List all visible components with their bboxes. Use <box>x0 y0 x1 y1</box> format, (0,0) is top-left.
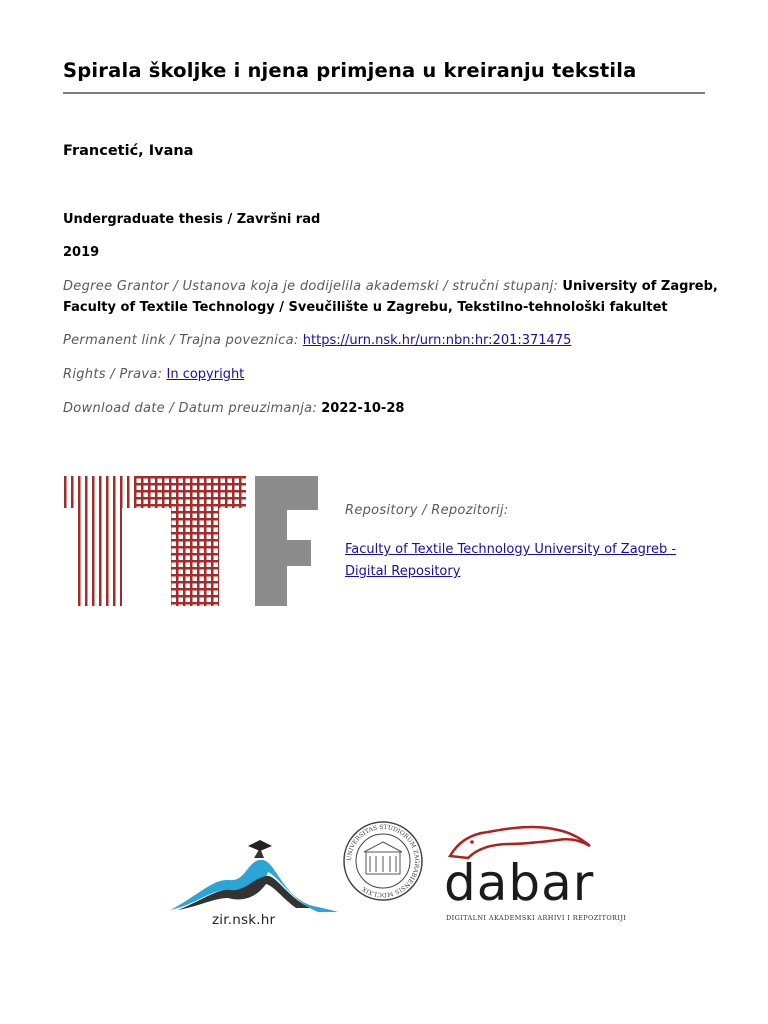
degree-grantor-label: Degree Grantor / Ustanova koja je dodijelila akademski / stručni stupanj: <box>63 279 559 294</box>
degree-grantor <box>63 276 723 318</box>
document-title: Spirala školjke i njena primjena u kreiranju tekstila <box>63 59 637 82</box>
dabar-wordmark: dabar <box>444 854 595 912</box>
permanent-link[interactable]: https://urn.nsk.hr/urn:nbn:hr:201:371475 <box>302 333 572 348</box>
zir-site-name: zir.nsk.hr <box>212 912 276 928</box>
rights-label: Rights / Prava: <box>63 367 163 382</box>
degree-grantor-value: University of Zagreb, Faculty of Textile Technology / Sveučilište u Zagrebu, Tekstilno-tehnološki fakultet <box>63 279 718 315</box>
ttf-letter-t1-bar <box>64 476 136 508</box>
rights-link[interactable]: In copyright <box>166 367 245 382</box>
ttf-letter-f-mid <box>255 540 311 566</box>
download-date-value: 2022-10-28 <box>321 401 405 416</box>
ttf-logo <box>64 476 320 606</box>
graduation-cap-icon <box>248 840 272 851</box>
permanent-link-label: Permanent link / Trajna poveznica: <box>63 333 299 348</box>
zir-logo <box>168 838 343 918</box>
ttf-letter-t2-stem <box>171 508 219 606</box>
repository-label: Repository / Repozitorij: <box>345 503 509 518</box>
permanent-link-row <box>63 330 571 351</box>
download-date-label: Download date / Datum preuzimanja: <box>63 401 318 416</box>
download-date-row <box>63 398 404 419</box>
repository-link-line1[interactable]: Faculty of Textile Technology University of Zagreb - <box>345 542 677 557</box>
ttf-letter-t1-stem <box>78 508 122 606</box>
author-name: Francetić, Ivana <box>63 143 194 159</box>
rights-row <box>63 364 244 385</box>
ttf-letter-f-top <box>255 476 318 510</box>
university-seal <box>342 820 424 902</box>
ttf-letter-t2-bar <box>136 476 246 508</box>
thesis-year: 2019 <box>63 245 100 260</box>
title-divider <box>63 92 705 94</box>
thesis-type: Undergraduate thesis / Završni rad <box>63 212 321 227</box>
repository-link-line2[interactable]: Digital Repository <box>345 564 461 579</box>
dabar-tagline: DIGITALNI AKADEMSKI ARHIVI I REPOZITORIJI <box>446 914 627 922</box>
repository-link[interactable] <box>345 539 685 583</box>
seal-inscription: UNIVERSITAS STUDIORUM ZAGRABIENSIS MDCLXIX <box>345 823 421 899</box>
